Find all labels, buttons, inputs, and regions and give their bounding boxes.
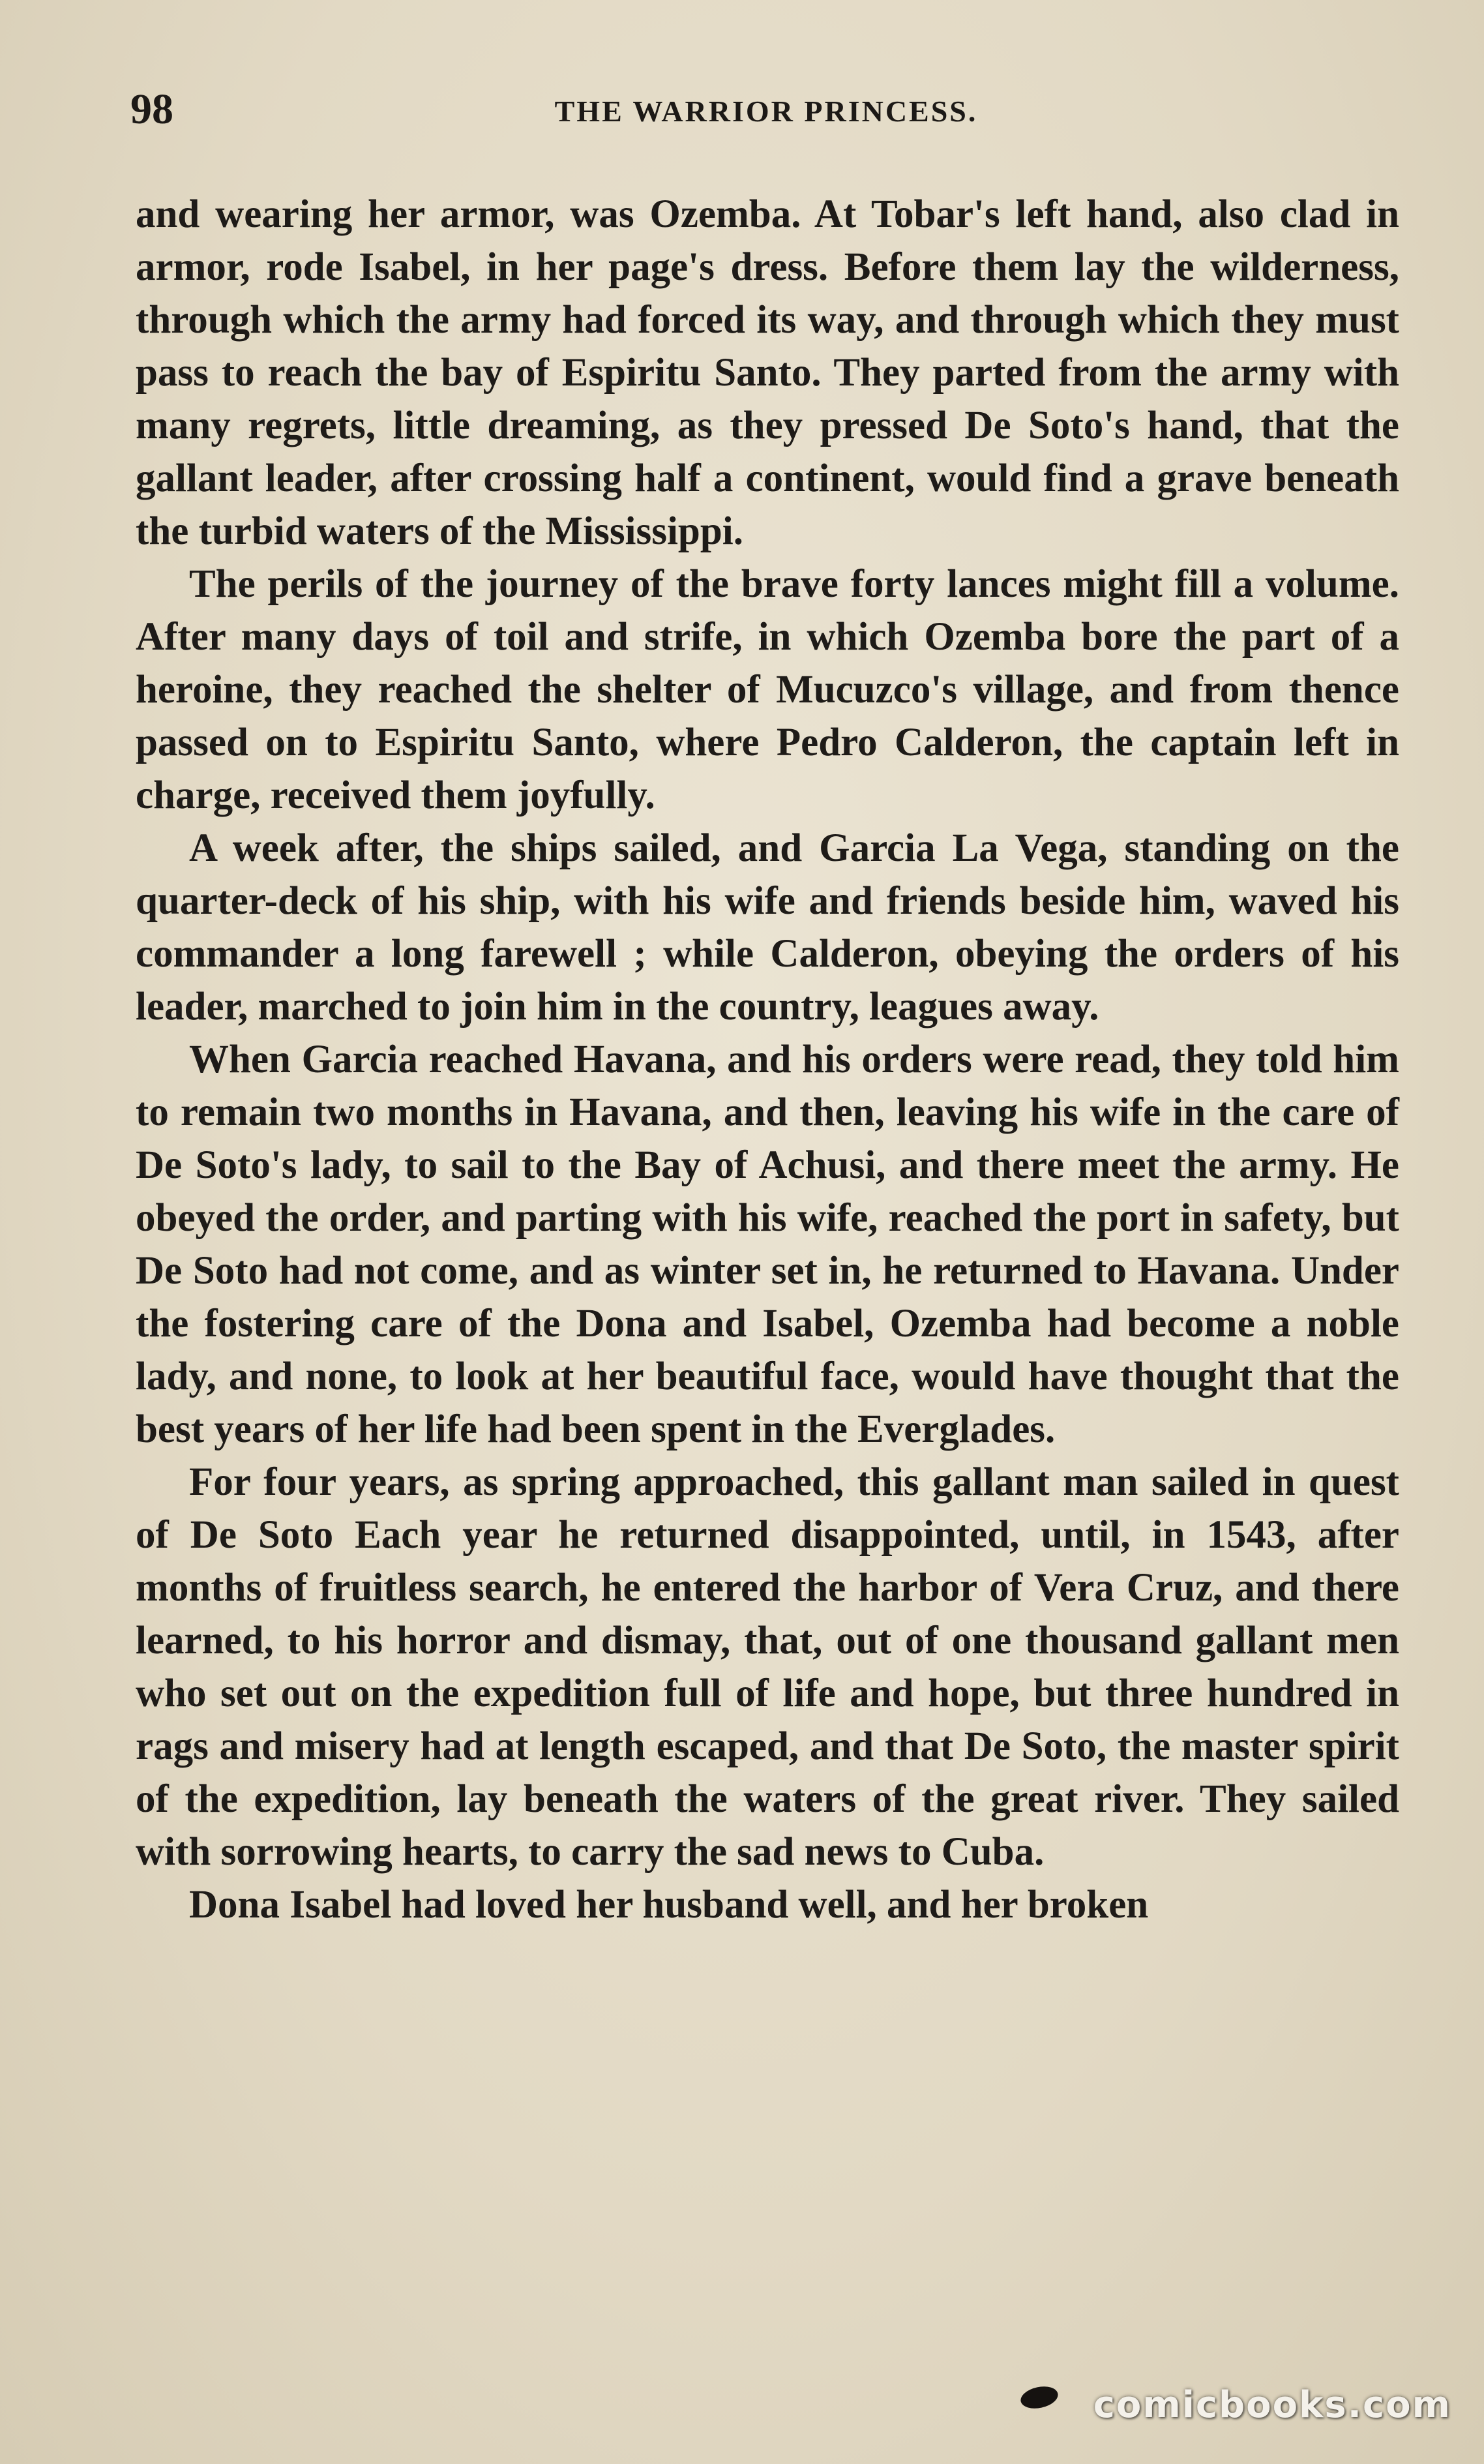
paragraph: The perils of the journey of the brave forty lances might fill a volume. After many days of toil and strife, in which Ozemba bore the part of a heroine, they reached the shelter of Mucuzco's village, and from thence passed on to Espiritu Santo, where Pedro Calderon, the captain left in charge, received them joyfully. bbox=[136, 562, 1399, 817]
body-text bbox=[136, 188, 1399, 1931]
paragraph-continued: and wearing her armor, was Ozemba. At Tobar's left hand, also clad in armor, rode Isabel, in her page's dress. Before them lay the wilderness, through which the army had forced its way, and through which they must pass to reach the bay of Espiritu Santo. They parted from the army with many regrets, little dreaming, as they pressed De Soto's hand, that the gallant leader, after crossing half a continent, would find a grave beneath the turbid waters of the Mississippi. bbox=[136, 192, 1399, 553]
book-title: THE WARRIOR PRINCESS. bbox=[554, 95, 978, 128]
watermark: comicbooks.com bbox=[1093, 2384, 1451, 2426]
running-head bbox=[130, 85, 1402, 143]
paragraph: For four years, as spring approached, this gallant man sailed in quest of De Soto Each year he returned disappointed, until, in 1543, after months of fruitless search, he entered the harbor of Vera Cruz, and there learned, to his horror and dismay, that, out of one thousand gallant men who set out on the expedition full of life and hope, but three hundred in rags and misery had at length escaped, and that De Soto, the master spirit of the expedition, lay beneath the waters of the great river. They sailed with sorrowing hearts, to carry the sad news to Cuba. bbox=[136, 1460, 1399, 1874]
ink-blot bbox=[1018, 2383, 1060, 2411]
paragraph: When Garcia reached Havana, and his orders were read, they told him to remain two months in Havana, and then, leaving his wife in the care of De Soto's lady, to sail to the Bay of Achusi, and there meet the army. He obeyed the order, and parting with his wife, reached the port in safety, but De Soto had not come, and as winter set in, he returned to Havana. Under the fostering care of the Dona and Isabel, Ozemba had become a noble lady, and none, to look at her beautiful face, would have thought that the best years of her life had been spent in the Everglades. bbox=[136, 1038, 1399, 1451]
page-number: 98 bbox=[130, 85, 173, 133]
paragraph-last: Dona Isabel had loved her husband well, and her broken bbox=[189, 1883, 1149, 1927]
paragraph: A week after, the ships sailed, and Garcia La Vega, standing on the quarter-deck of his ship, with his wife and friends beside him, waved his commander a long farewell ; while Calderon, obeying the orders of his leader, marched to join him in the country, leagues away. bbox=[136, 826, 1399, 1029]
